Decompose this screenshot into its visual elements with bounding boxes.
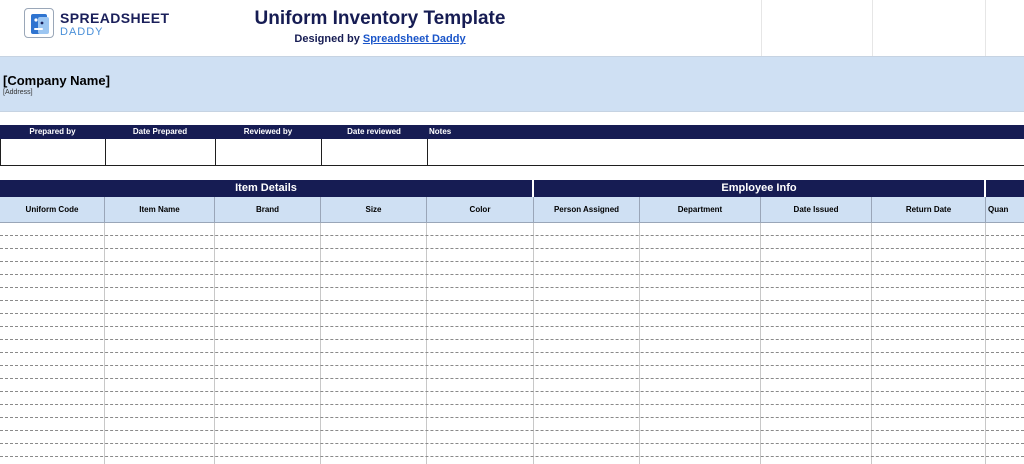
- date-reviewed-header: Date reviewed: [321, 125, 427, 139]
- col-color[interactable]: Color: [427, 197, 534, 223]
- column-divider: [320, 223, 321, 464]
- employee-info-section: Employee Info: [534, 180, 984, 197]
- notes-header: Notes: [427, 125, 1024, 139]
- col-date-issued[interactable]: Date Issued: [761, 197, 872, 223]
- column-divider: [533, 223, 534, 464]
- inventory-rows[interactable]: [0, 223, 1024, 464]
- table-row: [0, 339, 1024, 340]
- logo-icon: [24, 8, 54, 38]
- notes-cell[interactable]: [427, 139, 1024, 166]
- table-row: [0, 313, 1024, 314]
- company-address[interactable]: [Address]: [3, 89, 33, 96]
- col-brand[interactable]: Brand: [215, 197, 321, 223]
- date-prepared-cell[interactable]: [105, 139, 216, 166]
- gridline: [761, 0, 762, 56]
- brand-name: SPREADSHEET: [60, 10, 170, 26]
- table-row: [0, 404, 1024, 405]
- column-divider: [985, 223, 986, 464]
- gridline: [985, 0, 986, 56]
- prepared-by-header: Prepared by: [0, 125, 105, 139]
- reviewed-by-cell[interactable]: [215, 139, 322, 166]
- table-row: [0, 430, 1024, 431]
- next-section-header: [986, 180, 1024, 197]
- column-divider: [426, 223, 427, 464]
- designed-by: [200, 33, 560, 45]
- spreadsheet-daddy-link[interactable]: Spreadsheet Daddy: [362, 33, 466, 45]
- col-item-name[interactable]: Item Name: [105, 197, 215, 223]
- company-name[interactable]: [Company Name]: [3, 73, 110, 88]
- col-person-assigned[interactable]: Person Assigned: [534, 197, 640, 223]
- brand-sub: DADDY: [60, 26, 104, 38]
- column-divider: [104, 223, 105, 464]
- col-uniform-code[interactable]: Uniform Code: [0, 197, 105, 223]
- table-row: [0, 417, 1024, 418]
- column-divider: [871, 223, 872, 464]
- table-row: [0, 274, 1024, 275]
- table-row: [0, 391, 1024, 392]
- gridline: [872, 0, 873, 56]
- column-divider: [214, 223, 215, 464]
- table-row: [0, 287, 1024, 288]
- column-divider: [760, 223, 761, 464]
- designed-by-prefix: Designed by: [294, 33, 360, 45]
- col-department[interactable]: Department: [640, 197, 761, 223]
- table-row: [0, 261, 1024, 262]
- prepared-by-cell[interactable]: [0, 139, 106, 166]
- company-band: [0, 56, 1024, 112]
- col-return-date[interactable]: Return Date: [872, 197, 986, 223]
- table-row: [0, 300, 1024, 301]
- date-reviewed-cell[interactable]: [321, 139, 428, 166]
- date-prepared-header: Date Prepared: [105, 125, 215, 139]
- table-row: [0, 378, 1024, 379]
- col-quantity[interactable]: Quan: [986, 197, 1024, 223]
- page-title: Uniform Inventory Template: [254, 8, 506, 29]
- table-row: [0, 443, 1024, 444]
- item-details-section: Item Details: [0, 180, 532, 197]
- table-row: [0, 456, 1024, 457]
- table-row: [0, 352, 1024, 353]
- table-row: [0, 365, 1024, 366]
- table-row: [0, 326, 1024, 327]
- table-row: [0, 235, 1024, 236]
- table-row: [0, 248, 1024, 249]
- reviewed-by-header: Reviewed by: [215, 125, 321, 139]
- column-divider: [639, 223, 640, 464]
- col-size[interactable]: Size: [321, 197, 427, 223]
